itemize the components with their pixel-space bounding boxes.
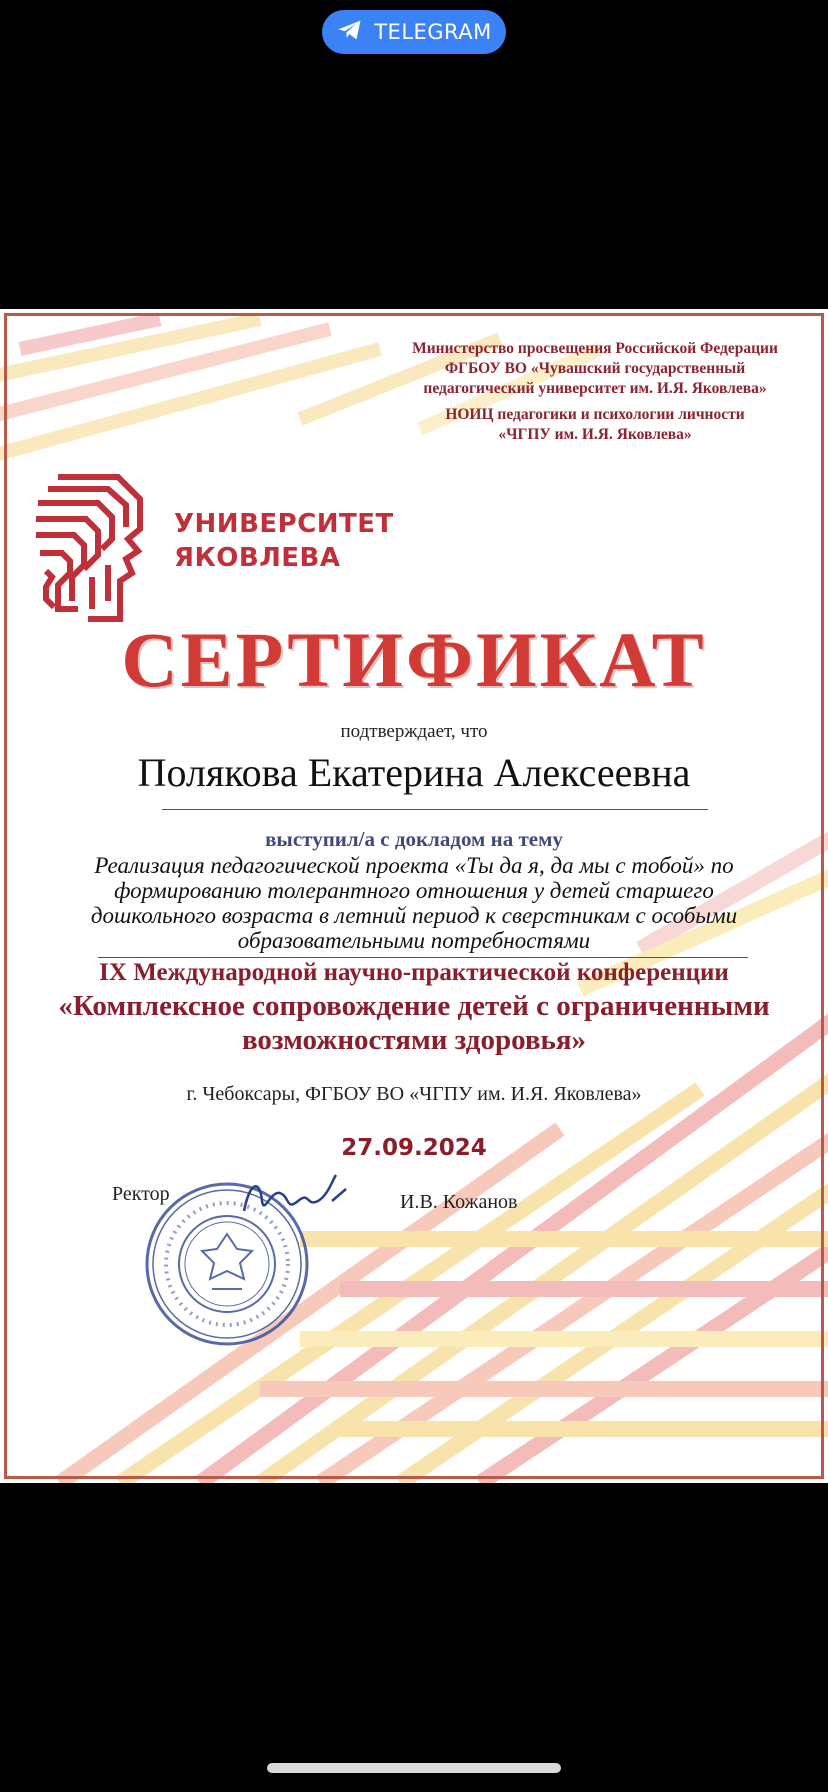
telegram-icon bbox=[336, 16, 364, 49]
recipient-name: Полякова Екатерина Алексеевна bbox=[137, 750, 691, 795]
university-wordmark-line1: УНИВЕРСИТЕТ bbox=[174, 509, 394, 539]
telegram-pill[interactable] bbox=[322, 10, 506, 54]
confirms-text: подтверждает, что bbox=[340, 721, 488, 742]
rector-name: И.В. Кожанов bbox=[400, 1191, 518, 1213]
issuer-header bbox=[380, 339, 810, 445]
issuer-line: НОИЦ педагогики и психологии личности bbox=[445, 406, 745, 423]
rector-label: Ректор bbox=[112, 1183, 170, 1205]
issuer-line: ФГБОУ ВО «Чувашский государственный bbox=[444, 360, 746, 377]
spoke-on-text: выступил/а с докладом на тему bbox=[265, 827, 563, 851]
divider bbox=[162, 809, 708, 810]
certificate bbox=[0, 309, 828, 1483]
issuer-line: педагогический университет им. И.Я. Яковлева» bbox=[423, 380, 767, 397]
signature-icon bbox=[240, 1171, 350, 1221]
conference-title: «Комплексное сопровождение детей с ограниченными возможностями здоровья» bbox=[58, 990, 770, 1056]
certificate-title: СЕРТИФИКАТ bbox=[121, 616, 707, 703]
issuer-line: Министерство просвещения Российской Федерации bbox=[412, 340, 778, 357]
issuer-line: «ЧГПУ им. И.Я. Яковлева» bbox=[498, 426, 692, 443]
location-text: г. Чебоксары, ФГБОУ ВО «ЧГПУ им. И.Я. Яковлева» bbox=[186, 1083, 642, 1105]
divider bbox=[98, 957, 748, 958]
university-wordmark bbox=[174, 507, 394, 575]
telegram-label: TELEGRAM bbox=[374, 20, 492, 44]
certificate-date: 27.09.2024 bbox=[341, 1135, 487, 1161]
university-logo-icon bbox=[28, 469, 150, 629]
home-indicator[interactable] bbox=[267, 1763, 561, 1773]
university-wordmark-line2: ЯКОВЛЕВА bbox=[174, 543, 341, 573]
report-topic: Реализация педагогической проекта «Ты да я, да мы с тобой» по формированию толерантного отношения у детей старшего дошкольного возраста в летний период к сверстникам с особыми образовательными потребностями bbox=[90, 853, 738, 953]
conference-line: IX Международной научно-практической конференции bbox=[99, 959, 729, 986]
